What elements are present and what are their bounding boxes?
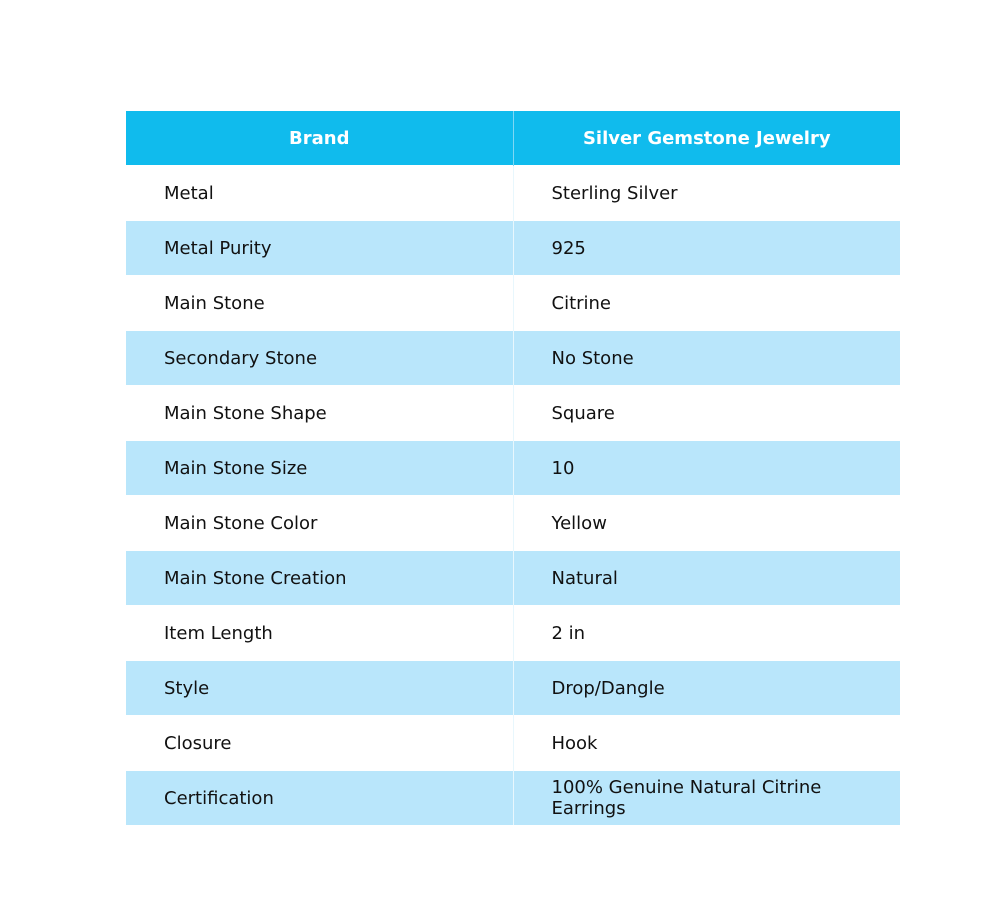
table-row	[126, 166, 900, 221]
spec-label: Main Stone Size	[126, 441, 513, 496]
table-row	[126, 661, 900, 716]
table-header-row	[126, 111, 900, 166]
table-row	[126, 331, 900, 386]
spec-label: Main Stone Shape	[126, 386, 513, 441]
header-brand-label: Brand	[126, 111, 513, 166]
product-spec-table	[126, 111, 900, 825]
table-row	[126, 551, 900, 606]
table-row	[126, 606, 900, 661]
table-row	[126, 771, 900, 826]
spec-value: Yellow	[513, 496, 900, 551]
spec-value: 10	[513, 441, 900, 496]
spec-value: Square	[513, 386, 900, 441]
spec-label: Main Stone Color	[126, 496, 513, 551]
table-row	[126, 276, 900, 331]
spec-label: Secondary Stone	[126, 331, 513, 386]
spec-label: Closure	[126, 716, 513, 771]
header-brand-value: Silver Gemstone Jewelry	[513, 111, 900, 166]
table-row	[126, 716, 900, 771]
spec-value: Natural	[513, 551, 900, 606]
spec-label: Item Length	[126, 606, 513, 661]
spec-value: 925	[513, 221, 900, 276]
spec-label: Style	[126, 661, 513, 716]
spec-label: Metal	[126, 166, 513, 221]
spec-value: Drop/Dangle	[513, 661, 900, 716]
spec-value: Citrine	[513, 276, 900, 331]
spec-label: Metal Purity	[126, 221, 513, 276]
table-row	[126, 496, 900, 551]
table-row	[126, 386, 900, 441]
spec-label: Certification	[126, 771, 513, 826]
spec-label: Main Stone Creation	[126, 551, 513, 606]
spec-value: Hook	[513, 716, 900, 771]
spec-label: Main Stone	[126, 276, 513, 331]
spec-value: 100% Genuine Natural Citrine Earrings	[513, 771, 900, 826]
spec-value: 2 in	[513, 606, 900, 661]
spec-value: No Stone	[513, 331, 900, 386]
table-row	[126, 441, 900, 496]
table-row	[126, 221, 900, 276]
spec-value: Sterling Silver	[513, 166, 900, 221]
